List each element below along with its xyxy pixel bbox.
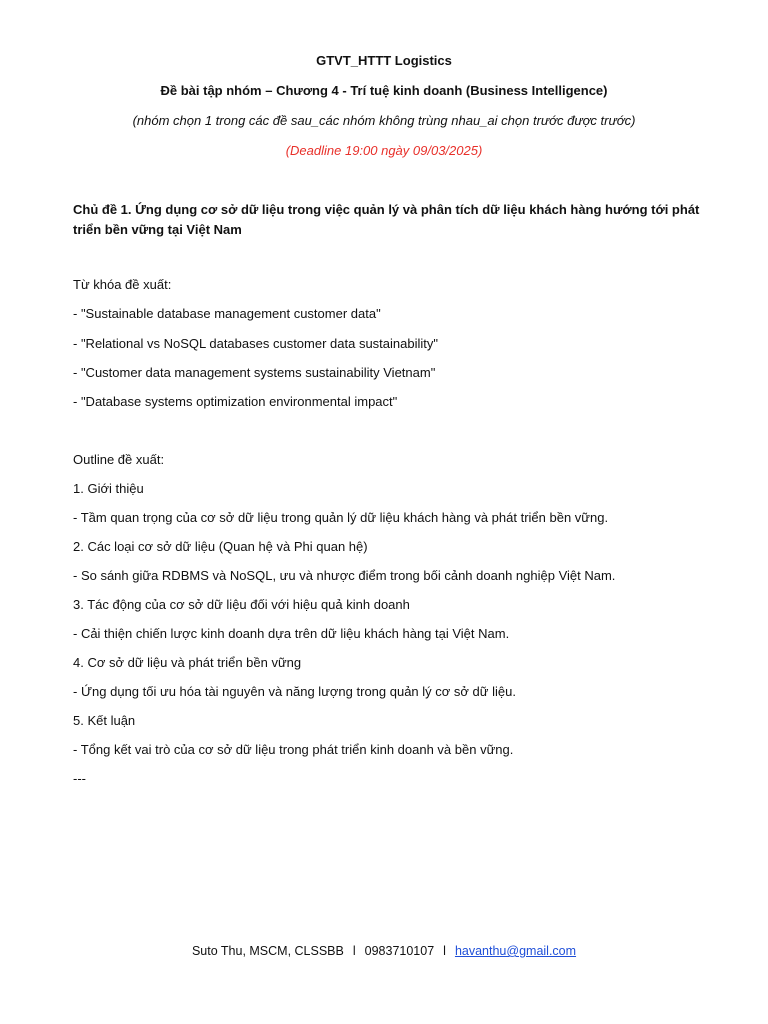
outline-item: 4. Cơ sở dữ liệu và phát triển bền vững bbox=[73, 655, 302, 670]
keyword-item: - "Relational vs NoSQL databases customer data sustainability" bbox=[73, 336, 438, 351]
deadline-text: (Deadline 19:00 ngày 09/03/2025) bbox=[285, 143, 483, 158]
footer-separator: l bbox=[352, 944, 356, 958]
assignment-title bbox=[0, 83, 768, 99]
page-footer bbox=[0, 943, 768, 959]
keyword-item: - "Database systems optimization environmental impact" bbox=[73, 394, 398, 409]
outline-item: - Ứng dụng tối ưu hóa tài nguyên và năng lượng trong quản lý cơ sở dữ liệu. bbox=[73, 684, 516, 699]
assignment-title-bold: Đề bài tập nhóm – Chương 4 bbox=[160, 83, 339, 98]
footer-author: Suto Thu, MSCM, CLSSBB bbox=[191, 944, 344, 958]
course-title: GTVT_HTTT Logistics bbox=[316, 53, 452, 68]
keyword-item: - "Sustainable database management customer data" bbox=[73, 306, 381, 321]
topic-title: Chủ đề 1. Ứng dụng cơ sở dữ liệu trong việc quản lý và phân tích dữ liệu khách hàng hướng tới phát triển bền vững tại Việt Nam bbox=[73, 202, 700, 237]
outline-item: - Cải thiện chiến lược kinh doanh dựa trên dữ liệu khách hàng tại Việt Nam. bbox=[73, 626, 510, 641]
outline-item: 2. Các loại cơ sở dữ liệu (Quan hệ và Phi quan hệ) bbox=[73, 539, 368, 554]
assignment-title-subject: - Trí tuệ kinh doanh (Business Intelligence) bbox=[338, 83, 608, 98]
outline-item: 1. Giới thiệu bbox=[73, 481, 144, 496]
outline-heading: Outline đề xuất: bbox=[73, 452, 165, 467]
assignment-instruction: (nhóm chọn 1 trong các đề sau_các nhóm không trùng nhau_ai chọn trước được trước) bbox=[132, 113, 636, 128]
footer-email-link[interactable]: havanthu@gmail.com bbox=[454, 944, 577, 958]
outline-end-marker: --- bbox=[73, 771, 86, 786]
outline-item: - Tầm quan trọng của cơ sở dữ liệu trong quản lý dữ liệu khách hàng và phát triển bền vững. bbox=[73, 510, 609, 525]
outline-item: 3. Tác động của cơ sở dữ liệu đối với hiệu quả kinh doanh bbox=[73, 597, 410, 612]
outline-item: - So sánh giữa RDBMS và NoSQL, ưu và nhược điểm trong bối cảnh doanh nghiệp Việt Nam. bbox=[73, 568, 616, 583]
outline-item: 5. Kết luận bbox=[73, 713, 136, 728]
footer-separator: l bbox=[443, 944, 446, 958]
keywords-heading: Từ khóa đề xuất: bbox=[73, 277, 172, 292]
footer-phone: 0983710107 bbox=[364, 944, 435, 958]
keyword-item: - "Customer data management systems sustainability Vietnam" bbox=[73, 365, 436, 380]
outline-item: - Tổng kết vai trò của cơ sở dữ liệu trong phát triển kinh doanh và bền vững. bbox=[73, 742, 514, 757]
